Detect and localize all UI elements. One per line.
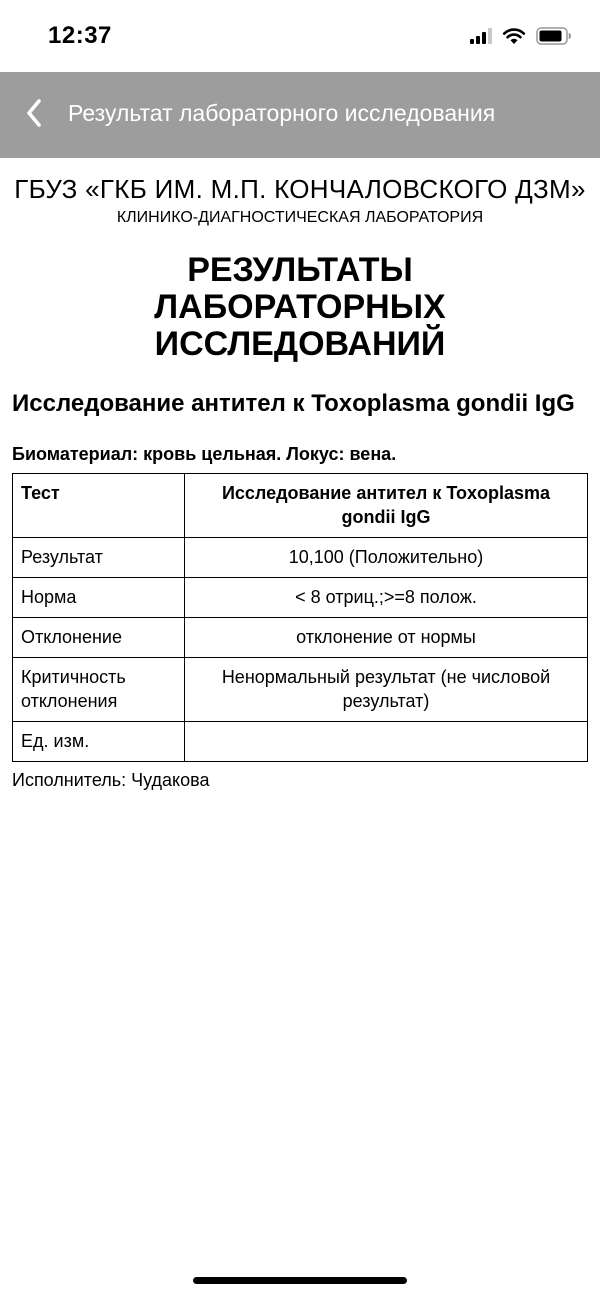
results-table: [12, 473, 588, 762]
row-value: Ненормальный результат (не числовой результат): [185, 658, 588, 722]
chevron-left-icon: [25, 98, 43, 133]
status-time: 12:37: [48, 22, 112, 49]
row-label: Отклонение: [13, 618, 185, 658]
cellular-signal-icon: [470, 28, 492, 49]
row-value: 10,100 (Положительно): [185, 538, 588, 578]
status-icons: [470, 26, 572, 50]
table-row: [13, 578, 588, 618]
battery-icon: [536, 27, 572, 50]
table-header-value: Исследование антител к Toxoplasma gondii IgG: [185, 474, 588, 538]
biomaterial-info: Биоматериал: кровь цельная. Локус: вена.: [12, 444, 397, 464]
document-content: [0, 158, 600, 791]
row-value: отклонение от нормы: [185, 618, 588, 658]
table-header-label: Тест: [13, 474, 185, 538]
study-title: Исследование антител к Toxoplasma gondii IgG: [12, 390, 575, 417]
wifi-icon: [502, 27, 526, 50]
back-button[interactable]: [14, 92, 54, 138]
table-row: [13, 722, 588, 762]
row-label: Ед. изм.: [13, 722, 185, 762]
table-row: [13, 658, 588, 722]
row-value: [185, 722, 588, 762]
laboratory-name: КЛИНИКО-ДИАГНОСТИЧЕСКАЯ ЛАБОРАТОРИЯ: [116, 209, 484, 226]
home-indicator[interactable]: [193, 1277, 407, 1284]
row-value: < 8 отриц.;>=8 полож.: [185, 578, 588, 618]
performer: Исполнитель: Чудакова: [12, 770, 210, 790]
nav-title: Результат лабораторного исследования: [68, 100, 496, 126]
row-label: Критичность отклонения: [13, 658, 185, 722]
table-row: [13, 618, 588, 658]
document-title: РЕЗУЛЬТАТЫ ЛАБОРАТОРНЫХ ИССЛЕДОВАНИЙ: [154, 251, 446, 363]
organization-name: ГБУЗ «ГКБ ИМ. М.П. КОНЧАЛОВСКОГО ДЗМ»: [14, 174, 586, 204]
status-bar: [0, 0, 600, 72]
nav-bar: [0, 72, 600, 158]
table-row: [13, 538, 588, 578]
row-label: Норма: [13, 578, 185, 618]
row-label: Результат: [13, 538, 185, 578]
table-header-row: [13, 474, 588, 538]
